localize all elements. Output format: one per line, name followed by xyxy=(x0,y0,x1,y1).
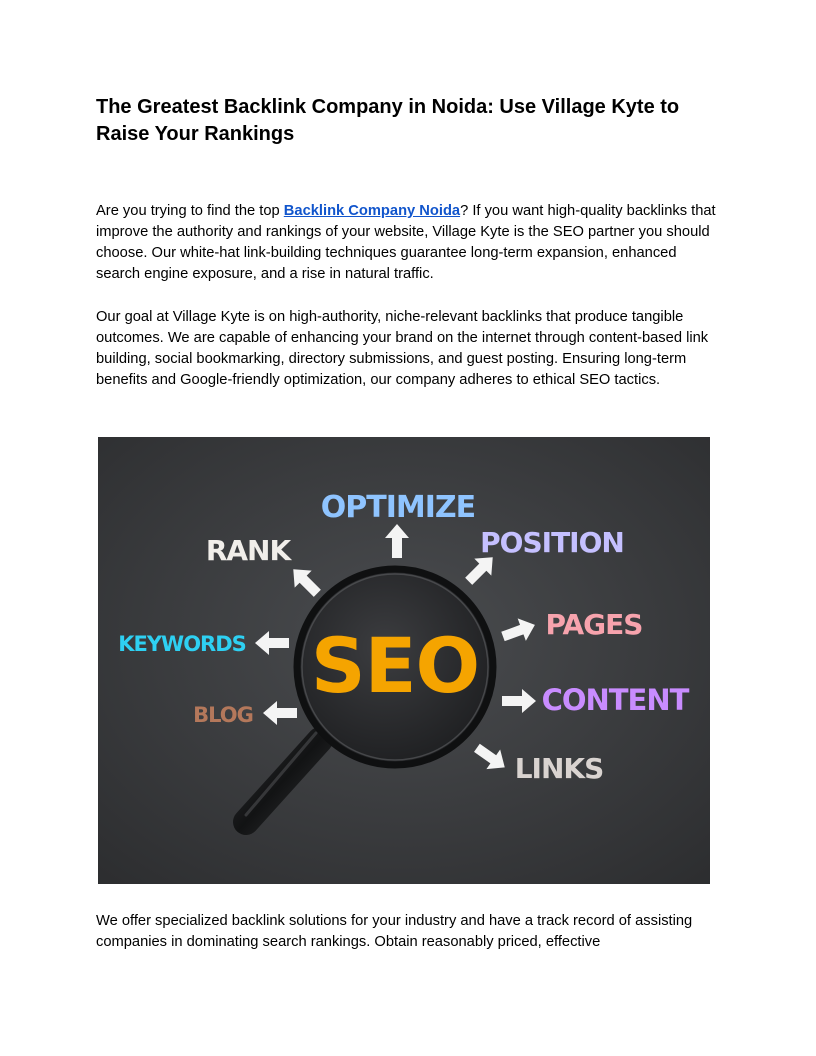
page-title: The Greatest Backlink Company in Noida: Use Village Kyte to Raise Your Rankings xyxy=(96,96,680,145)
pages-word: PAGES xyxy=(545,608,643,641)
goal-paragraph: Our goal at Village Kyte is on high-authority, niche-relevant backlinks that produce tangible outcomes. We are capable of enhancing your brand on the internet through content-based link building, social bookmarking, directory submissions, and guest posting. Ensuring long-term benefits and Google-friendly optimization, our company adheres to ethical SEO tactics. xyxy=(96,309,709,388)
seo-illustration-graphic xyxy=(98,437,710,884)
seo-word: SEO xyxy=(310,621,480,710)
keywords-word: KEYWORDS xyxy=(118,632,246,656)
seo-illustration xyxy=(98,437,710,884)
intro-paragraph xyxy=(96,201,721,285)
links-word: LINKS xyxy=(514,752,604,785)
intro-text-start: Are you trying to find the top xyxy=(96,203,284,219)
solutions-paragraph: We offer specialized backlink solutions for your industry and have a track record of assisting companies in dominating search rankings. Obtain reasonably priced, effective xyxy=(96,913,693,950)
position-word: POSITION xyxy=(480,526,624,559)
backlink-company-noida-link[interactable]: Backlink Company Noida xyxy=(283,203,461,219)
content-word: CONTENT xyxy=(541,683,689,717)
optimize-word: OPTIMIZE xyxy=(320,490,476,525)
intro-text-end: ? If you want high-quality backlinks that improve the authority and rankings of your website, Village Kyte is the SEO partner you should choose. Our white-hat link-building techniques guarantee long-term expansion, enhanced search engine exposure, and a rise in natural traffic. xyxy=(96,203,716,282)
blog-word: BLOG xyxy=(193,703,253,727)
rank-word: RANK xyxy=(205,534,291,567)
